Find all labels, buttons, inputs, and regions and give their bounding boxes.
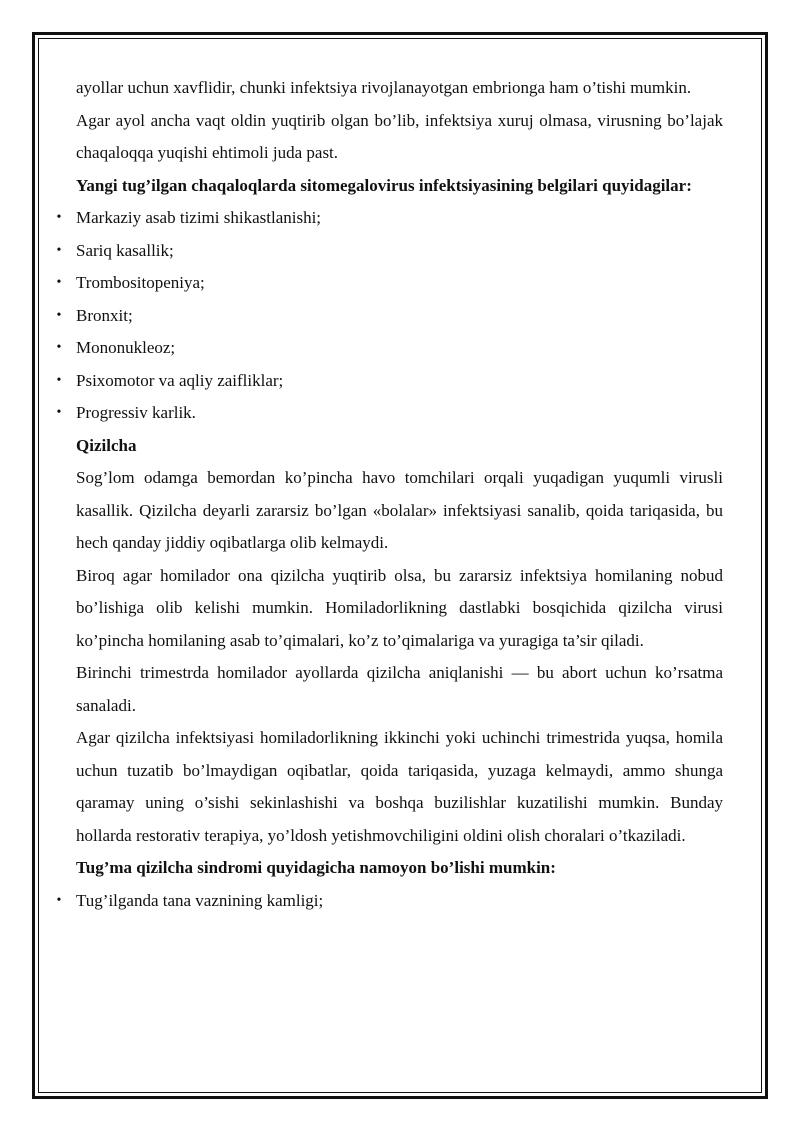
paragraph: Agar qizilcha infektsiyasi homiladorlikning ikkinchi yoki uchinchi trimestrida yuqsa, homila uchun tuzatib bo’lmaydigan oqibatlar, qoida tariqasida, yuzaga kelmaydi, ammo shunga qaramay uning o’sishi sekinlashishi va boshqa buzilishlar kuzatilishi mumkin. Bunday hollarda restorativ terapiya, yo’ldosh yetishmovchiligini oldini olish choralari o’tkaziladi. [76, 728, 723, 845]
bullet-icon: • [56, 892, 62, 908]
list-item [56, 332, 723, 365]
bullet-list [56, 885, 723, 918]
section-heading: Tug’ma qizilcha sindromi quyidagicha namoyon bo’lishi mumkin: [76, 858, 556, 877]
list-item [56, 267, 723, 300]
list-item-text: Progressiv karlik. [76, 403, 196, 422]
list-item-text: Tug’ilganda tana vaznining kamligi; [76, 890, 324, 910]
list-item [56, 300, 723, 333]
bullet-icon: • [56, 210, 62, 225]
list-item [56, 235, 723, 268]
section-heading: Qizilcha [76, 435, 137, 455]
paragraph: Biroq agar homilador ona qizilcha yuqtirib olsa, bu zararsiz infektsiya homilaning nobud bo’lishiga olib kelishi mumkin. Homiladorlikning dastlabki bosqichida qizilcha virusi ko’pincha homilaning asab to’qimalari, ko’z to’qimalariga va yuragiga ta’sir qiladi. [76, 565, 723, 650]
bullet-icon: • [56, 372, 62, 388]
bullet-icon: • [56, 275, 62, 290]
document-body [56, 72, 723, 917]
list-item-text: Bronxit; [76, 305, 133, 325]
list-item-text: Mononukleoz; [76, 338, 176, 357]
section-heading: Yangi tug’ilgan chaqaloqlarda sitomegalovirus infektsiyasining belgilari quyidagilar: [76, 175, 692, 195]
paragraph: Birinchi trimestrda homilador ayollarda qizilcha aniqlanishi — bu abort uchun ko’rsatma sanaladi. [76, 663, 723, 715]
bullet-icon: • [56, 307, 62, 323]
paragraph: ayollar uchun xavflidir, chunki infektsiya rivojlanayotgan embrionga ham o’tishi mumkin. [76, 78, 692, 97]
paragraph: Agar ayol ancha vaqt oldin yuqtirib olgan bo’lib, infektsiya xuruj olmasa, virusning bo’lajak chaqaloqqa yuqishi ehtimoli juda past. [76, 110, 723, 162]
bullet-icon: • [56, 340, 62, 355]
list-item-text: Psixomotor va aqliy zaifliklar; [76, 370, 284, 390]
list-item-text: Trombositopeniya; [76, 273, 205, 292]
bullet-icon: • [56, 242, 62, 258]
list-item [56, 885, 723, 918]
list-item [56, 202, 723, 235]
bullet-icon: • [56, 405, 62, 420]
paragraph: Sog’lom odamga bemordan ko’pincha havo tomchilari orqali yuqadigan yuqumli virusli kasallik. Qizilcha deyarli zararsiz bo’lgan «bolalar» infektsiyasi sanalib, qoida tariqasida, bu hech qanday jiddiy oqibatlarga olib kelmaydi. [76, 468, 723, 552]
list-item [56, 365, 723, 398]
list-item-text: Markaziy asab tizimi shikastlanishi; [76, 208, 322, 227]
list-item [56, 397, 723, 430]
list-item-text: Sariq kasallik; [76, 240, 174, 260]
bullet-list [56, 202, 723, 430]
